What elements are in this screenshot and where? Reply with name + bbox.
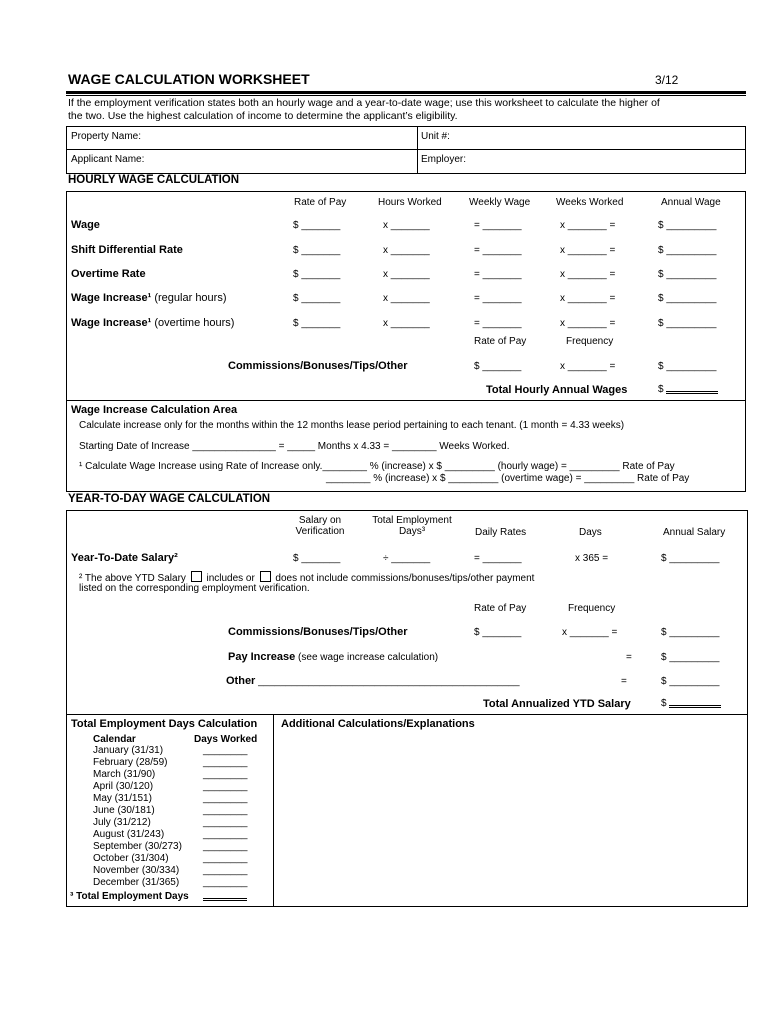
ytd-days-multiplier: x 365 = — [575, 553, 609, 564]
intro-line-1: If the employment verification states both an hourly wage and a year-to-date wage; use this worksheet to calculate the higher of — [68, 97, 660, 109]
col-days-line2: Days³ — [398, 526, 426, 537]
hourly-row-field-c4[interactable]: x _______ = — [560, 245, 616, 256]
increase-line-4[interactable]: ________ % (increase) x $ _________ (overtime wage) = _________ Rate of Pay — [326, 473, 690, 484]
month-days-field[interactable]: ________ — [203, 877, 248, 888]
hourly-row-label — [71, 244, 183, 256]
ytd-sub-rate: Rate of Pay — [474, 603, 527, 614]
sub-frequency: Frequency — [566, 336, 614, 347]
month-label: September (30/273) — [93, 841, 182, 852]
total-hourly-dollar: $ — [658, 384, 664, 395]
month-days-field[interactable]: ________ — [203, 853, 248, 864]
total-hourly-line — [666, 385, 718, 394]
hourly-row-label — [71, 292, 227, 304]
pay-increase-equals: = — [626, 652, 632, 663]
applicant-info-box — [66, 126, 746, 174]
row-label-text: Overtime Rate — [71, 268, 146, 280]
month-label: November (30/334) — [93, 865, 180, 876]
includes-checkbox[interactable] — [191, 571, 202, 582]
other-row[interactable] — [226, 675, 520, 687]
additional-title: Additional Calculations/Explanations — [281, 718, 475, 730]
hourly-row-field-c5[interactable]: $ _________ — [658, 245, 717, 256]
col-salary-verification — [290, 515, 350, 537]
total-ytd-field[interactable] — [661, 698, 721, 709]
applicant-name-field[interactable]: Applicant Name: — [71, 154, 145, 165]
hourly-row-field-c2[interactable]: x _______ — [383, 293, 430, 304]
ytd-sub-frequency: Frequency — [568, 603, 616, 614]
employer-field[interactable]: Employer: — [421, 154, 467, 165]
ytd-days-field[interactable]: ÷ _______ — [383, 553, 431, 564]
col-calendar: Calendar — [93, 734, 136, 745]
total-days-label: ³ Total Employment Days — [70, 891, 189, 902]
month-label: May (31/151) — [93, 793, 152, 804]
month-days-field[interactable]: ________ — [203, 817, 248, 828]
ytd-salary-label: Year-To-Date Salary² — [71, 552, 178, 564]
col-annual-wage: Annual Wage — [661, 197, 721, 208]
bottom-divider — [273, 714, 274, 907]
col-weeks-worked: Weeks Worked — [556, 197, 624, 208]
month-label: July (31/212) — [93, 817, 151, 828]
hourly-comm-rate[interactable]: $ _______ — [474, 361, 522, 372]
col-days: Days — [579, 527, 602, 538]
hourly-row-label — [71, 317, 234, 329]
col-total-employment-days — [362, 515, 462, 537]
month-days-field[interactable]: ________ — [203, 757, 248, 768]
month-days-field[interactable]: ________ — [203, 769, 248, 780]
hourly-row-field-c3[interactable]: = _______ — [474, 269, 522, 280]
col-weekly-wage: Weekly Wage — [469, 197, 531, 208]
ytd-comm-annual[interactable]: $ _________ — [661, 627, 720, 638]
hourly-row-label — [71, 268, 146, 280]
hourly-row-field-c4[interactable]: x _______ = — [560, 220, 616, 231]
ytd-comm-rate[interactable]: $ _______ — [474, 627, 522, 638]
intro-line-2: the two. Use the highest calculation of income to determine the applicant’s eligibility. — [68, 110, 458, 122]
row-label-text: Wage Increase¹ — [71, 292, 152, 304]
excludes-label: does not include commissions/bonuses/tips/other payment — [275, 573, 535, 584]
month-label: February (28/59) — [93, 757, 168, 768]
month-days-field[interactable]: ________ — [203, 829, 248, 840]
hourly-comm-freq[interactable]: x _______ = — [560, 361, 616, 372]
total-days-field[interactable] — [203, 892, 247, 901]
hourly-row-field-c5[interactable]: $ _________ — [658, 269, 717, 280]
pay-increase-field[interactable]: $ _________ — [661, 652, 720, 663]
hourly-row-field-c5[interactable]: $ _________ — [658, 318, 717, 329]
increase-line-1: Calculate increase only for the months within the 12 months lease period pertaining to each tenant. (1 month = 4.33 weeks) — [79, 420, 625, 431]
row-label-text: Wage Increase¹ — [71, 317, 152, 329]
month-label: April (30/120) — [93, 781, 154, 792]
hourly-row-field-c3[interactable]: = _______ — [474, 293, 522, 304]
col-daily-rates: Daily Rates — [475, 527, 527, 538]
ytd-annual-field[interactable]: $ _________ — [661, 553, 720, 564]
hourly-section-title: HOURLY WAGE CALCULATION — [68, 174, 240, 186]
header-rule — [66, 91, 746, 94]
month-label: August (31/243) — [93, 829, 165, 840]
hourly-row-field-c3[interactable]: = _______ — [474, 318, 522, 329]
hourly-row-field-c5[interactable]: $ _________ — [658, 220, 717, 231]
month-label: June (30/181) — [93, 805, 155, 816]
col-days-worked: Days Worked — [194, 734, 258, 745]
increase-line-2[interactable]: Starting Date of Increase _______________ = _____ Months x 4.33 = ________ Weeks Worked. — [79, 441, 510, 452]
hourly-row-field-c2[interactable]: x _______ — [383, 220, 430, 231]
col-annual-salary: Annual Salary — [663, 527, 726, 538]
month-days-field[interactable]: ________ — [203, 865, 248, 876]
hourly-row-field-c1[interactable]: $ _______ — [293, 318, 341, 329]
info-divider — [66, 149, 746, 150]
hourly-row-field-c4[interactable]: x _______ = — [560, 293, 616, 304]
hourly-row-field-c1[interactable]: $ _______ — [293, 245, 341, 256]
hourly-row-field-c4[interactable]: x _______ = — [560, 318, 616, 329]
ytd-section-title: YEAR-TO-DAY WAGE CALCULATION — [68, 493, 271, 505]
unit-field[interactable]: Unit #: — [421, 131, 450, 142]
hourly-row-field-c3[interactable]: = _______ — [474, 245, 522, 256]
includes-label: includes or — [206, 573, 255, 584]
col-rate-of-pay: Rate of Pay — [294, 197, 347, 208]
month-days-field[interactable]: ________ — [203, 793, 248, 804]
hourly-row-field-c4[interactable]: x _______ = — [560, 269, 616, 280]
ytd-comm-freq[interactable]: x _______ = — [562, 627, 618, 638]
property-name-field[interactable]: Property Name: — [71, 131, 142, 142]
total-ytd-line — [669, 699, 721, 708]
ytd-salary-field[interactable]: $ _______ — [293, 553, 341, 564]
month-label: December (31/365) — [93, 877, 180, 888]
hourly-row-label — [71, 219, 100, 231]
days-calc-title: Total Employment Days Calculation — [71, 718, 258, 730]
row-label-text: Shift Differential Rate — [71, 244, 183, 256]
info-vertical-divider — [417, 126, 418, 174]
pay-increase-label: Pay Increase — [228, 651, 296, 663]
month-days-field[interactable]: ________ — [203, 841, 248, 852]
month-days-field[interactable]: ________ — [203, 745, 248, 756]
total-ytd-label: Total Annualized YTD Salary — [483, 698, 631, 710]
note-prefix: ² The above YTD Salary — [79, 573, 186, 584]
header-rule-thin — [66, 95, 746, 96]
month-label: January (31/31) — [93, 745, 164, 756]
other-equals: = — [621, 676, 627, 687]
ytd-commissions-label: Commissions/Bonuses/Tips/Other — [228, 626, 408, 638]
increase-area-title: Wage Increase Calculation Area — [71, 404, 238, 416]
row-label-note: (regular hours) — [151, 292, 227, 304]
ytd-note-line-2: listed on the corresponding employment verification. — [79, 583, 310, 594]
hourly-comm-annual[interactable]: $ _________ — [658, 361, 717, 372]
row-label-text: Wage — [71, 219, 100, 231]
month-label: October (31/304) — [93, 853, 169, 864]
other-field[interactable]: $ _________ — [661, 676, 720, 687]
excludes-checkbox[interactable] — [260, 571, 271, 582]
row-label-note: (overtime hours) — [151, 317, 235, 329]
revision-date: 3/12 — [655, 73, 679, 87]
pay-increase-row — [228, 651, 438, 663]
total-hourly-label: Total Hourly Annual Wages — [486, 384, 628, 396]
page-title: WAGE CALCULATION WORKSHEET — [68, 71, 310, 87]
total-hourly-field[interactable] — [658, 384, 718, 395]
col-days-line1: Total Employment — [372, 515, 452, 526]
month-label: March (31/90) — [93, 769, 156, 780]
hourly-row-field-c2[interactable]: x _______ — [383, 269, 430, 280]
col-salary-line1: Salary on — [298, 515, 342, 526]
col-salary-line2: Verification — [295, 526, 345, 537]
col-hours-worked: Hours Worked — [378, 197, 442, 208]
month-days-field[interactable]: ________ — [203, 805, 248, 816]
hourly-row-field-c1[interactable]: $ _______ — [293, 293, 341, 304]
pay-increase-note: (see wage increase calculation) — [295, 652, 439, 663]
hourly-row-field-c2[interactable]: x _______ — [383, 318, 430, 329]
hourly-row-field-c5[interactable]: $ _________ — [658, 293, 717, 304]
ytd-daily-rate-field[interactable]: = _______ — [474, 553, 522, 564]
increase-line-3[interactable]: ¹ Calculate Wage Increase using Rate of Increase only.________ % (increase) x $ _________ (hourly wage) = _________ Rate of Pay — [79, 461, 675, 472]
hourly-commissions-label: Commissions/Bonuses/Tips/Other — [228, 360, 408, 372]
sub-rate-of-pay: Rate of Pay — [474, 336, 527, 347]
hourly-row-field-c2[interactable]: x _______ — [383, 245, 430, 256]
month-days-field[interactable]: ________ — [203, 781, 248, 792]
hourly-row-field-c1[interactable]: $ _______ — [293, 220, 341, 231]
other-label: Other — [226, 675, 256, 687]
hourly-row-field-c1[interactable]: $ _______ — [293, 269, 341, 280]
total-ytd-dollar: $ — [661, 698, 667, 709]
other-description-line[interactable]: _______________________________________________ — [255, 676, 520, 687]
hourly-row-field-c3[interactable]: = _______ — [474, 220, 522, 231]
